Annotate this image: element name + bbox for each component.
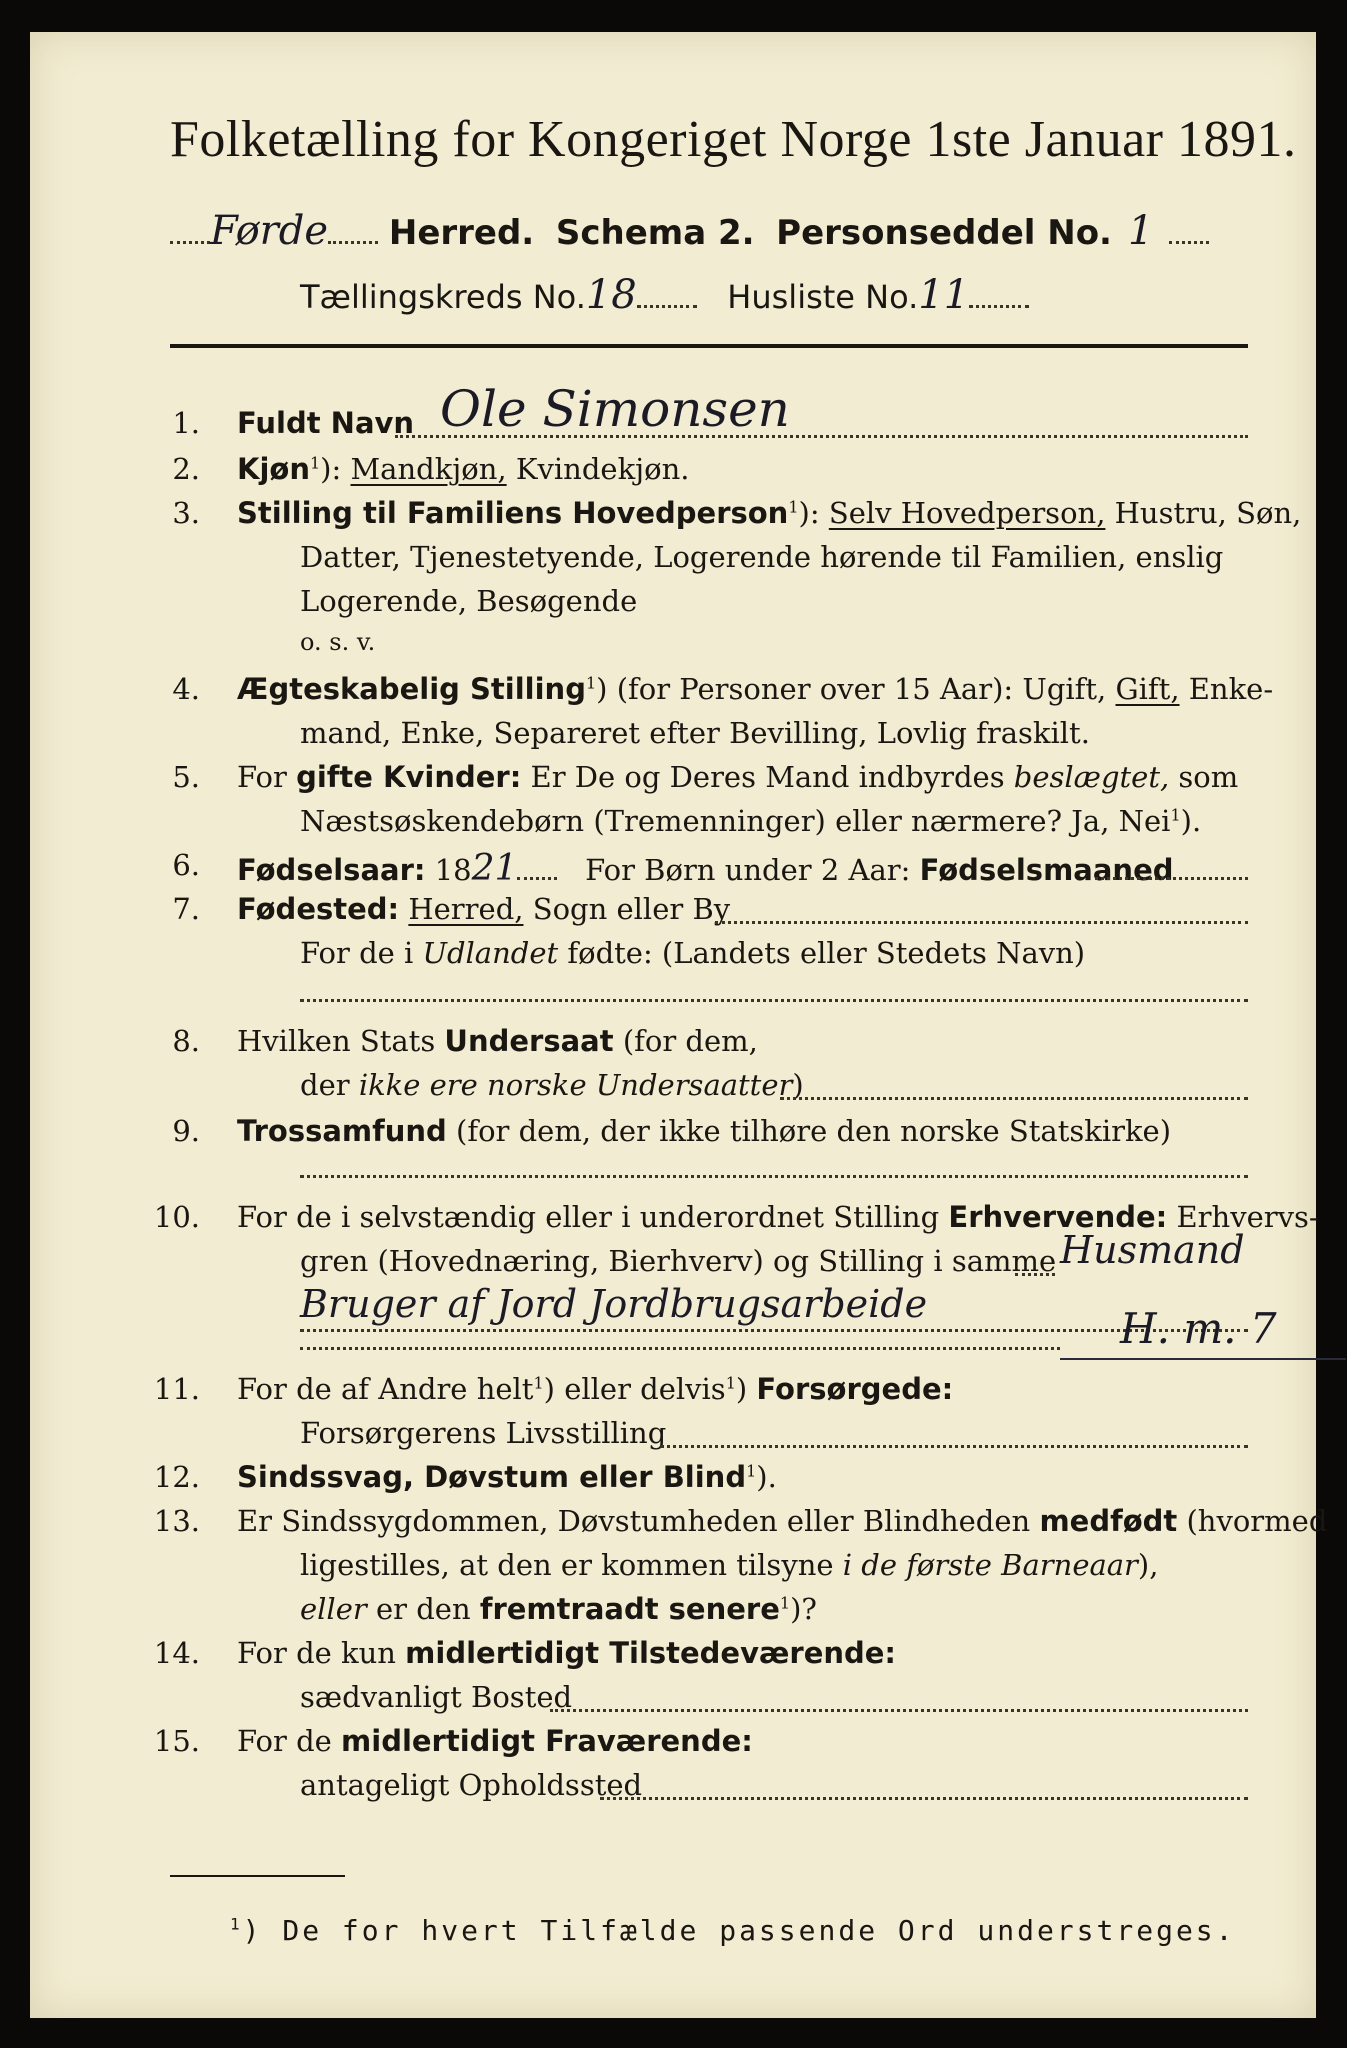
q3-line1-rest: Hustru, Søn, xyxy=(1114,496,1302,530)
q2-selected: Mandkjøn, xyxy=(350,452,507,486)
q4-selected: Gift, xyxy=(1115,672,1180,706)
footnote xyxy=(230,1914,1236,1947)
q1-number: 1. xyxy=(172,406,200,440)
q9-label: Trossamfund xyxy=(237,1114,447,1148)
q10-fill-line-3 xyxy=(300,1346,1060,1350)
q7-row xyxy=(237,892,730,926)
q12-label: Sindssvag, Døvstum eller Blind xyxy=(237,1460,747,1494)
q10-code: H. m. 7 xyxy=(1120,1304,1277,1353)
q5-text-c: som xyxy=(1178,760,1239,794)
q14-text-a: For de kun xyxy=(237,1636,396,1670)
q2-sup: 1 xyxy=(309,453,321,473)
q5-line2: Næstsøskendebørn (Tremenninger) eller nærmere? Ja, Nei xyxy=(300,804,1171,838)
q8-number: 8. xyxy=(172,1024,200,1058)
q11-row: For de af Andre helt$^1$) eller delvis$^1$) Forsørgede: xyxy=(237,1372,954,1406)
personseddel-value: 1 xyxy=(1127,208,1154,254)
q3-line3: Logerende, Besøgende xyxy=(300,584,638,618)
q7-number: 7. xyxy=(172,892,200,926)
q13-row xyxy=(237,1504,1327,1538)
q6-label2: Fødselsmaaned xyxy=(919,853,1174,887)
herred-line xyxy=(170,208,1209,254)
footnote-text: ) De for hvert Tilfælde passende Ord understreges. xyxy=(242,1914,1236,1947)
q6-label: Fødselsaar: xyxy=(237,853,426,887)
q7-line2-italic: Udlandet xyxy=(422,936,559,970)
q5-line2-row: Næstsøskendebørn (Tremenninger) eller nærmere? Ja, Nei$^1$). xyxy=(300,804,1202,838)
q13-line3-bold: fremtraadt senere xyxy=(479,1592,780,1626)
q4-label: Ægteskabelig Stilling xyxy=(237,672,586,706)
q3-number: 3. xyxy=(172,496,200,530)
q8-row xyxy=(237,1024,758,1058)
q10-line2: gren (Hovednæring, Bierhverv) og Stilling i samme xyxy=(300,1244,1057,1278)
q11-number: 11. xyxy=(153,1372,200,1406)
q8-line2-a: der xyxy=(300,1068,350,1102)
q13-line2-a: ligestilles, at den er kommen tilsyne xyxy=(300,1548,834,1582)
q10-fill-line-1 xyxy=(1015,1272,1055,1276)
kreds-label: Tællingskreds No. xyxy=(300,278,586,316)
q11-fill-line xyxy=(660,1444,1248,1448)
form-title: Folketælling for Kongeriget Norge 1ste Januar 1891. xyxy=(170,111,1297,168)
q5-bold: gifte Kvinder: xyxy=(296,760,522,794)
q6-fill-line xyxy=(1095,876,1248,880)
q7-line2-a: For de i xyxy=(300,936,414,970)
q13-line3-italic: eller xyxy=(300,1592,367,1626)
q7-line2 xyxy=(300,936,1085,970)
q6-year-prefix: 18 xyxy=(434,853,472,887)
q13-line3-b: )? xyxy=(790,1592,817,1626)
q7-line2-b: fødte: (Landets eller Stedets Navn) xyxy=(567,936,1086,970)
q2-option-b: Kvindekjøn. xyxy=(515,452,690,486)
q6-number: 6. xyxy=(172,848,200,882)
q13-line2-italic: i de første Barneaar xyxy=(842,1548,1138,1582)
q10-text-a: For de i selvstændig eller i underordnet Stilling xyxy=(237,1200,940,1234)
q7-label: Fødested: xyxy=(237,892,400,926)
q10-text-b: Erhvervs- xyxy=(1176,1200,1319,1234)
q4-row: Ægteskabelig Stilling$^1$) (for Personer over 15 Aar): Ugift, Gift, Enke- xyxy=(237,672,1274,706)
q4-line2: mand, Enke, Separeret efter Bevilling, Lovlig fraskilt. xyxy=(300,716,1090,750)
q8-bold: Undersaat xyxy=(444,1024,614,1058)
q6-row xyxy=(237,848,1174,889)
q3-line2: Datter, Tjenestetyende, Logerende hørende til Familien, enslig xyxy=(300,540,1224,574)
q3-row: Stilling til Familiens Hovedperson$^1$): Selv Hovedperson, Hustru, Søn, xyxy=(237,496,1302,530)
q2-label: Kjøn xyxy=(237,452,310,486)
q15-line2: antageligt Opholdssted xyxy=(300,1768,643,1802)
q5-text-a: For xyxy=(237,760,287,794)
q15-row xyxy=(237,1724,753,1758)
schema-label: Schema 2. xyxy=(555,213,755,253)
q5-sup: 1 xyxy=(1170,805,1181,825)
q15-fill-line xyxy=(600,1796,1248,1800)
q14-row xyxy=(237,1636,896,1670)
q7-fill-line-2 xyxy=(300,998,1248,1002)
q4-line1-end: Enke- xyxy=(1188,672,1274,706)
q15-number: 15. xyxy=(153,1724,200,1758)
q1-value: Ole Simonsen xyxy=(440,380,790,438)
footnote-rule xyxy=(170,1875,345,1877)
q6-mid: For Børn under 2 Aar: xyxy=(585,853,911,887)
q1-label: Fuldt Navn xyxy=(237,406,415,440)
header-rule xyxy=(170,344,1248,348)
q4-sup: 1 xyxy=(585,673,597,693)
q13-number: 13. xyxy=(153,1504,200,1538)
q2-row: Kjøn$^1$): Mandkjøn, Kvindekjøn. xyxy=(237,452,690,486)
q13-text-a: Er Sindssygdommen, Døvstumheden eller Blindheden xyxy=(237,1504,1031,1538)
q14-line2: sædvanligt Bosted xyxy=(300,1680,573,1714)
census-form xyxy=(30,32,1328,2018)
q14-bold: midlertidigt Tilstedeværende: xyxy=(405,1636,897,1670)
q11-text-c: ) xyxy=(735,1372,748,1406)
q7-selected: Herred, xyxy=(408,892,524,926)
q11-text-a: For de af Andre helt xyxy=(237,1372,534,1406)
q8-text-b: (for dem, xyxy=(622,1024,758,1058)
q8-text-a: Hvilken Stats xyxy=(237,1024,436,1058)
q8-line2: der ikke ere norske Undersaatter) xyxy=(300,1068,804,1102)
q12-row: Sindssvag, Døvstum eller Blind$^1$). xyxy=(237,1460,777,1494)
q15-bold: midlertidigt Fraværende: xyxy=(341,1724,753,1758)
herred-value: Førde xyxy=(210,208,329,254)
q10-code-underline xyxy=(1060,1358,1346,1360)
footnote-sup: 1 xyxy=(230,1914,243,1934)
q2-number: 2. xyxy=(172,452,200,486)
q13-bold: medfødt xyxy=(1039,1504,1178,1538)
q3-label: Stilling til Familiens Hovedperson xyxy=(237,496,789,530)
q3-sup: 1 xyxy=(788,497,799,517)
q15-text-a: For de xyxy=(237,1724,332,1758)
q12-end: ). xyxy=(756,1460,777,1494)
kreds-value: 18 xyxy=(585,272,637,318)
q13-line3: eller er den fremtraadt senere$^1$)? xyxy=(300,1592,817,1626)
q3-selected: Selv Hovedperson, xyxy=(828,496,1106,530)
q6-year-value: 21 xyxy=(471,848,518,889)
q5-text-b: Er De og Deres Mand indbyrdes xyxy=(530,760,1005,794)
q7-fill-line xyxy=(715,920,1248,924)
q10-fill-line-2 xyxy=(300,1328,1248,1332)
q4-line1-rest: (for Personer over 15 Aar): Ugift, xyxy=(616,672,1107,706)
q11-line2: Forsørgerens Livsstilling xyxy=(300,1416,667,1450)
personseddel-label: Personseddel No. xyxy=(776,213,1112,253)
q9-fill-line xyxy=(300,1174,1248,1178)
herred-label: Herred. xyxy=(388,213,535,253)
q9-rest: (for dem, der ikke tilhøre den norske Statskirke) xyxy=(456,1114,1172,1148)
q10-value2: Bruger af Jord Jordbrugsarbeide xyxy=(300,1282,928,1326)
q4-number: 4. xyxy=(172,672,200,706)
q11-text-b: ) eller delvis xyxy=(543,1372,726,1406)
q10-value1: Husmand xyxy=(1060,1228,1245,1272)
q13-line3-a: er den xyxy=(375,1592,471,1626)
q8-line2-italic: ikke ere norske Undersaatter xyxy=(358,1068,793,1102)
q5-italic: beslægtet, xyxy=(1013,760,1170,794)
q5-number: 5. xyxy=(172,760,200,794)
q13-line2 xyxy=(300,1548,1158,1582)
q1-row xyxy=(237,406,414,440)
q5-row xyxy=(237,760,1238,794)
q9-row xyxy=(237,1114,1248,1148)
q13-text-b: (hvormed xyxy=(1186,1504,1328,1538)
husliste-value: 11 xyxy=(918,272,970,318)
q3-line4: o. s. v. xyxy=(300,628,376,656)
q14-fill-line xyxy=(550,1708,1248,1712)
q10-number: 10. xyxy=(153,1200,200,1234)
q13-line2-b: ), xyxy=(1137,1548,1159,1582)
q7-rest: Sogn eller By xyxy=(532,892,731,926)
q12-number: 12. xyxy=(153,1460,200,1494)
q8-fill-line xyxy=(780,1096,1248,1100)
kreds-line xyxy=(300,272,1029,318)
q14-number: 14. xyxy=(153,1636,200,1670)
q11-bold: Forsørgede: xyxy=(756,1372,954,1406)
husliste-label: Husliste No. xyxy=(727,278,919,316)
q10-bold: Erhvervende: xyxy=(948,1200,1168,1234)
q9-number: 9. xyxy=(172,1114,200,1148)
